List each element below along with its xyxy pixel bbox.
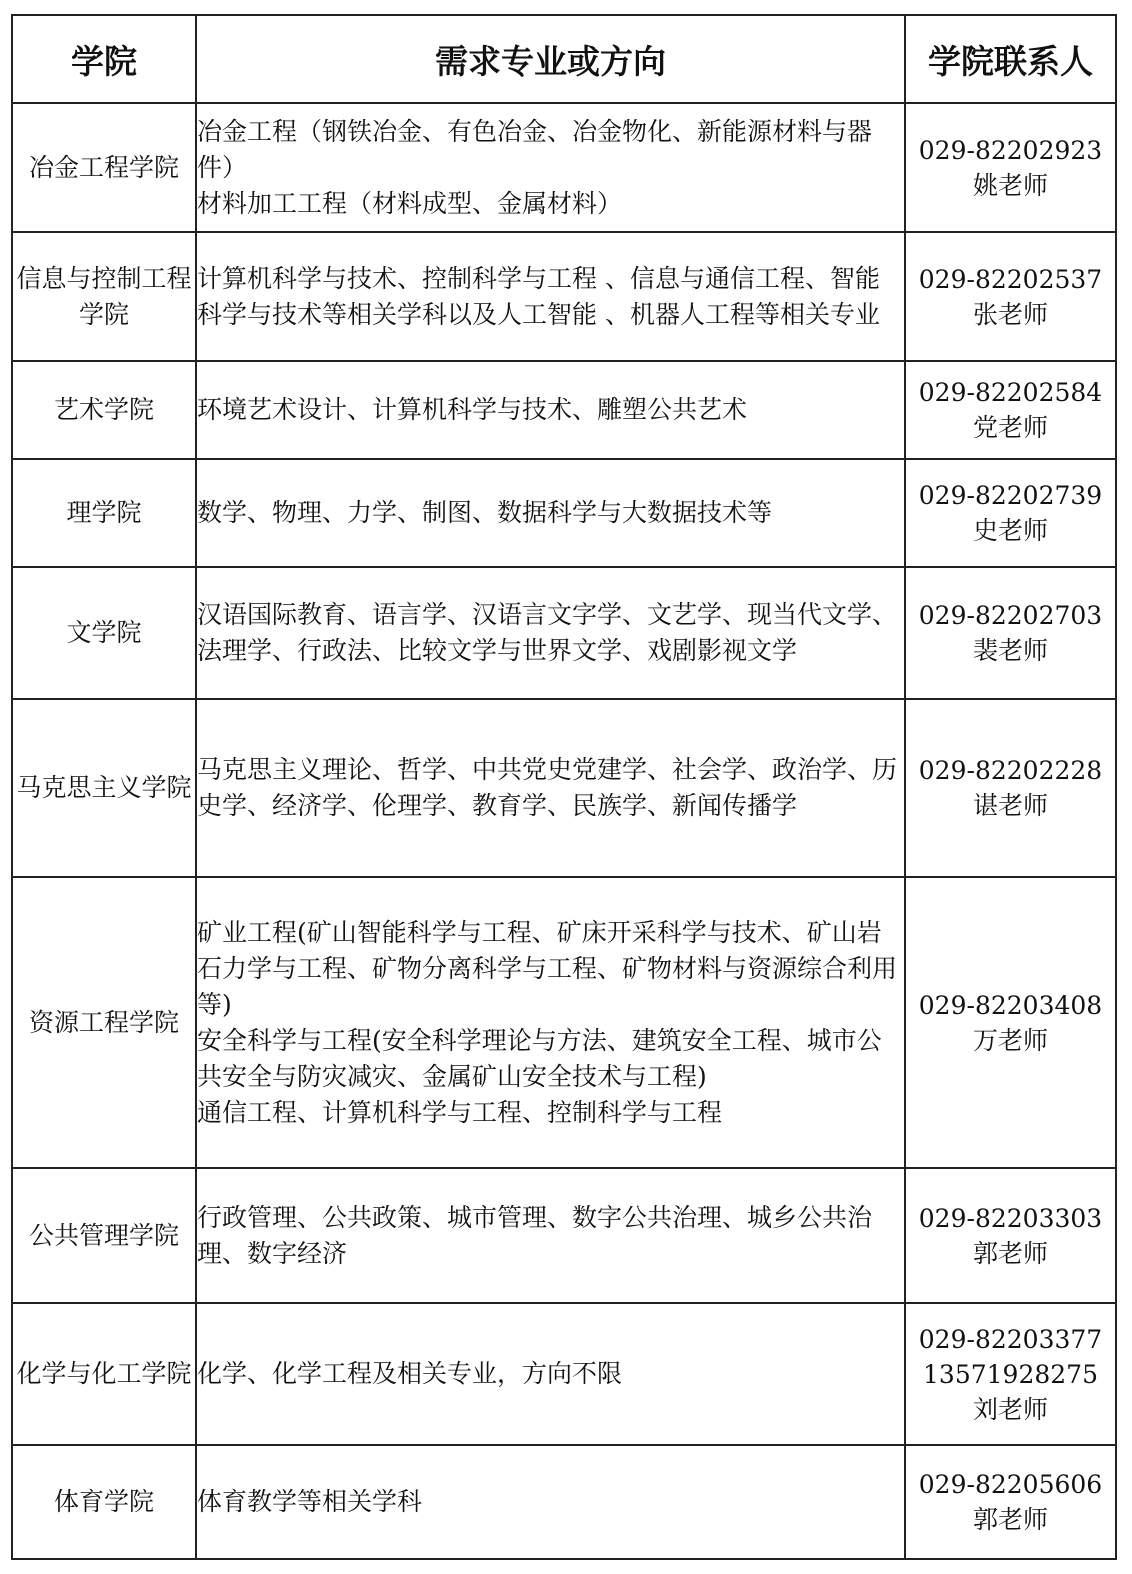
contact-person: 史老师 (972, 516, 1048, 545)
contact-phone: 029-82202923 (918, 135, 1103, 165)
college-name: 冶金工程学院 (12, 103, 196, 232)
table-row (12, 1303, 1116, 1445)
table-row (12, 232, 1116, 361)
table-row (12, 1445, 1116, 1559)
table-row (12, 361, 1116, 459)
major-line: 马克思主义理论、哲学、中共党史党建学、社会学、政治学、历史学、经济学、伦理学、教育学、民族学、新闻传播学 (197, 755, 898, 820)
contact-cell (905, 361, 1116, 459)
contact-cell (905, 232, 1116, 361)
contact-cell (905, 103, 1116, 232)
contact-cell (905, 567, 1116, 699)
table-body (12, 103, 1116, 1559)
major-line: 化学、化学工程及相关专业，方向不限 (197, 1359, 623, 1388)
major-line: 数学、物理、力学、制图、数据科学与大数据技术等 (197, 498, 773, 527)
major-line: 矿业工程(矿山智能科学与工程、矿床开采科学与技术、矿山岩石力学与工程、矿物分离科学与工程、矿物材料与资源综合利用等) (197, 917, 898, 1019)
major-line: 汉语国际教育、语言学、汉语言文字学、文艺学、现当代文学、法理学、行政法、比较文学与世界文学、戏剧影视文学 (197, 600, 898, 665)
contact-cell (905, 1445, 1116, 1559)
contact-phone: 029-82202703 (918, 601, 1103, 630)
college-name: 文学院 (12, 567, 196, 699)
header-contact: 学院联系人 (905, 15, 1116, 103)
major-line: 环境艺术设计、计算机科学与技术、雕塑公共艺术 (197, 395, 748, 424)
majors-cell (196, 877, 905, 1168)
college-name: 资源工程学院 (12, 877, 196, 1168)
college-name: 艺术学院 (12, 361, 196, 459)
majors-cell (196, 699, 905, 877)
college-name: 马克思主义学院 (12, 699, 196, 877)
table-row (12, 699, 1116, 877)
majors-cell (196, 567, 905, 699)
majors-cell (196, 459, 905, 567)
contact-person: 姚老师 (972, 170, 1048, 200)
major-line: 通信工程、计算机科学与工程、控制科学与工程 (197, 1097, 723, 1127)
major-line: 冶金工程（钢铁冶金、有色冶金、冶金物化、新能源材料与器件） (197, 116, 873, 182)
header-majors: 需求专业或方向 (196, 15, 905, 103)
college-name: 体育学院 (12, 1445, 196, 1559)
majors-cell (196, 361, 905, 459)
contact-person: 郭老师 (972, 1505, 1048, 1534)
majors-cell (196, 1303, 905, 1445)
contact-cell (905, 1168, 1116, 1303)
table-header-row (12, 15, 1116, 103)
contact-cell (905, 877, 1116, 1168)
major-line: 体育教学等相关学科 (197, 1487, 423, 1516)
college-name: 信息与控制工程学院 (12, 232, 196, 361)
contact-cell (905, 699, 1116, 877)
contact-phone: 029-82202228 (918, 756, 1103, 785)
majors-cell (196, 232, 905, 361)
major-line: 安全科学与工程(安全科学理论与方法、建筑安全工程、城市公共安全与防灾减灾、金属矿山安全技术与工程) (197, 1025, 882, 1091)
contact-cell (905, 459, 1116, 567)
table-row (12, 459, 1116, 567)
contact-cell (905, 1303, 1116, 1445)
contact-person: 张老师 (972, 299, 1048, 329)
majors-cell (196, 103, 905, 232)
table-row (12, 877, 1116, 1168)
table-row (12, 103, 1116, 232)
contact-phone: 029-82205606 (918, 1470, 1103, 1499)
contact-person: 裴老师 (972, 636, 1048, 665)
college-name: 理学院 (12, 459, 196, 567)
college-name: 化学与化工学院 (12, 1303, 196, 1445)
table-row (12, 567, 1116, 699)
major-line: 行政管理、公共政策、城市管理、数字公共治理、城乡公共治理、数字经济 (197, 1202, 873, 1268)
contact-person: 万老师 (972, 1025, 1048, 1055)
recruitment-table-container (11, 14, 1117, 1560)
contact-phone: 029-82203303 (918, 1203, 1103, 1233)
recruitment-table (11, 14, 1117, 1560)
contact-person: 郭老师 (972, 1238, 1048, 1268)
contact-phone: 029-82203377 (918, 1324, 1103, 1354)
major-line: 计算机科学与技术、控制科学与工程 、信息与通信工程、智能科学与技术等相关学科以及人工智能 、机器人工程等相关专业 (197, 263, 880, 329)
contact-phone: 13571928275 (923, 1359, 1098, 1389)
major-line: 材料加工工程（材料成型、金属材料） (197, 188, 623, 218)
contact-person: 谌老师 (972, 791, 1048, 820)
contact-phone: 029-82202739 (918, 481, 1103, 510)
contact-phone: 029-82203408 (918, 990, 1103, 1020)
contact-person: 刘老师 (972, 1394, 1048, 1424)
majors-cell (196, 1445, 905, 1559)
table-row (12, 1168, 1116, 1303)
contact-phone: 029-82202584 (918, 378, 1103, 407)
majors-cell (196, 1168, 905, 1303)
header-college: 学院 (12, 15, 196, 103)
college-name: 公共管理学院 (12, 1168, 196, 1303)
contact-person: 党老师 (972, 413, 1048, 442)
contact-phone: 029-82202537 (918, 264, 1103, 294)
